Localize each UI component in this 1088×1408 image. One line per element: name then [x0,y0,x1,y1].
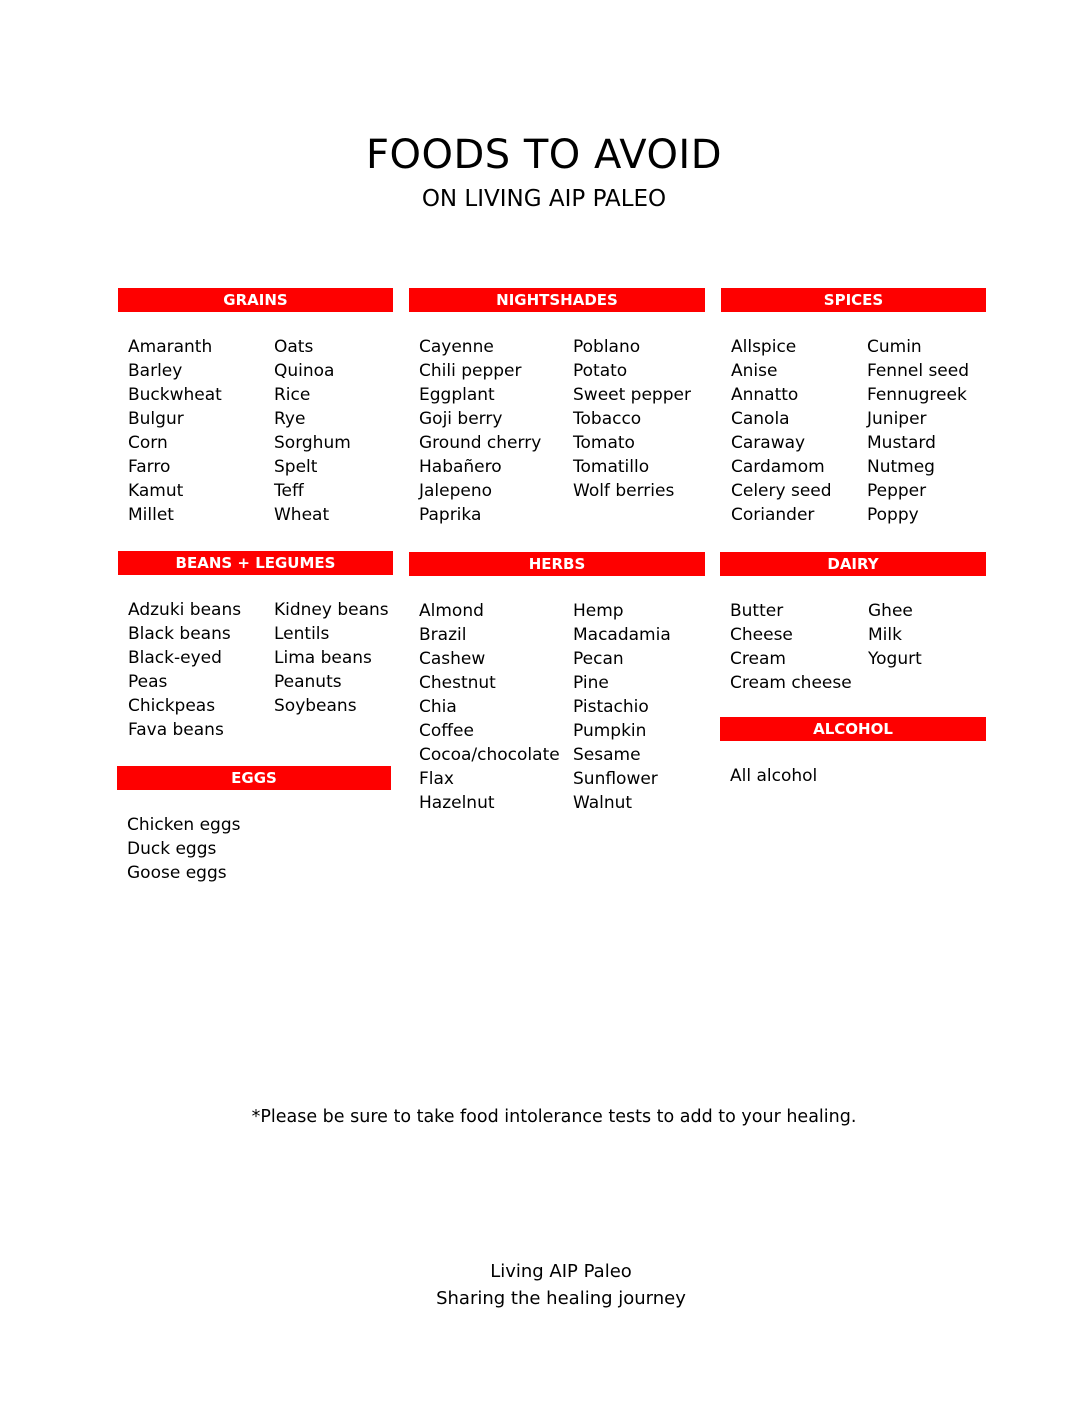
list-item: Pepper [867,481,927,501]
list-item: Habañero [419,457,502,477]
section-spices [721,288,986,527]
item-column [730,599,868,695]
list-item: Tobacco [573,409,642,429]
list-item: Fennel seed [867,361,970,381]
list-item: Pecan [573,649,624,669]
list-item: Duck eggs [127,839,217,859]
item-list [409,599,705,815]
list-item: Chickpeas [128,696,216,716]
list-item: Tomato [573,433,635,453]
section-header: NIGHTSHADES [409,288,705,312]
list-item: Sesame [573,745,641,765]
section-header: BEANS + LEGUMES [118,551,393,575]
list-item: Kidney beans [274,600,389,620]
list-item: Sunflower [573,769,658,789]
list-item: Cheese [730,625,793,645]
intolerance-note: *Please be sure to take food intolerance tests to add to your healing. [251,1107,857,1127]
list-item: Kamut [128,481,184,501]
item-list [118,335,393,527]
list-item: Poppy [867,505,919,525]
section-grains [118,288,393,527]
list-item: Fava beans [128,720,224,740]
list-item: Almond [419,601,484,621]
item-list [409,335,705,527]
list-item: Wolf berries [573,481,675,501]
item-column [274,335,351,527]
list-item: Cream cheese [730,673,852,693]
section-eggs [117,766,391,885]
item-column [730,764,868,788]
item-column [573,599,671,815]
list-item: Nutmeg [867,457,935,477]
list-item: Chicken eggs [127,815,241,835]
footer-brand: Living AIP Paleo [490,1261,632,1282]
item-list [720,599,986,695]
list-item: Annatto [731,385,799,405]
section-header: HERBS [409,552,705,576]
list-item: Chestnut [419,673,496,693]
item-column [128,598,274,742]
list-item: Ground cherry [419,433,542,453]
list-item: Caraway [731,433,806,453]
list-item: Walnut [573,793,633,813]
item-column [573,335,691,527]
list-item: Tomatillo [573,457,650,477]
list-item: Hemp [573,601,624,621]
list-item: Anise [731,361,778,381]
list-item: Mustard [867,433,936,453]
list-item: Farro [128,457,171,477]
list-item: Spelt [274,457,318,477]
list-item: Chili pepper [419,361,522,381]
list-item: Hazelnut [419,793,495,813]
list-item: Canola [731,409,790,429]
list-item: Ghee [868,601,913,621]
page-subtitle: ON LIVING AIP PALEO [421,186,667,212]
list-item: Quinoa [274,361,335,381]
item-list [721,335,986,527]
list-item: Oats [274,337,314,357]
list-item: Yogurt [868,649,922,669]
list-item: Teff [274,481,304,501]
list-item: Wheat [274,505,330,525]
item-column [731,335,867,527]
list-item: Eggplant [419,385,495,405]
list-item: Bulgur [128,409,184,429]
list-item: Goji berry [419,409,503,429]
list-item: Corn [128,433,168,453]
list-item: Coriander [731,505,815,525]
section-nightshades [409,288,705,527]
item-list [118,598,393,742]
section-header: GRAINS [118,288,393,312]
list-item: Rice [274,385,311,405]
list-item: Coffee [419,721,474,741]
list-item: Macadamia [573,625,671,645]
list-item: Black-eyed [128,648,222,668]
list-item: Barley [128,361,183,381]
list-item: Chia [419,697,457,717]
list-item: Fennugreek [867,385,967,405]
list-item: Amaranth [128,337,213,357]
footer [0,1258,1088,1312]
list-item: Potato [573,361,628,381]
list-item: Sorghum [274,433,351,453]
item-column [127,813,273,885]
list-item: Cashew [419,649,486,669]
list-item: Cocoa/chocolate [419,745,560,765]
item-column [128,335,274,527]
item-column [867,335,969,527]
section-dairy [720,552,986,695]
list-item: Pine [573,673,609,693]
list-item: Jalepeno [419,481,493,501]
list-item: Cumin [867,337,922,357]
page-title: FOODS TO AVOID [365,132,723,178]
section-header: SPICES [721,288,986,312]
footer-tagline: Sharing the healing journey [436,1288,686,1309]
section-herbs [409,552,705,815]
list-item: Millet [128,505,174,525]
list-item: Celery seed [731,481,832,501]
item-column [274,598,389,742]
section-header: EGGS [117,766,391,790]
list-item: Brazil [419,625,467,645]
section-beans [118,551,393,742]
list-item: Buckwheat [128,385,222,405]
list-item: Adzuki beans [128,600,242,620]
list-item: Allspice [731,337,797,357]
list-item: Sweet pepper [573,385,691,405]
list-item: Black beans [128,624,231,644]
list-item: Juniper [867,409,927,429]
section-header: DAIRY [720,552,986,576]
list-item: Peanuts [274,672,342,692]
list-item: Lima beans [274,648,372,668]
list-item: Rye [274,409,306,429]
list-item: Lentils [274,624,330,644]
item-list [720,764,986,788]
item-column [868,599,922,695]
section-header: ALCOHOL [720,717,986,741]
list-item: Butter [730,601,784,621]
section-alcohol [720,717,986,788]
item-column [419,599,573,815]
list-item: Soybeans [274,696,357,716]
item-list [117,813,391,885]
list-item: Milk [868,625,902,645]
list-item: Pistachio [573,697,649,717]
list-item: Cardamom [731,457,825,477]
list-item: Cream [730,649,786,669]
list-item: Pumpkin [573,721,647,741]
list-item: Peas [128,672,168,692]
item-column [419,335,573,527]
list-item: Cayenne [419,337,494,357]
list-item: Goose eggs [127,863,227,883]
list-item: Flax [419,769,454,789]
list-item: All alcohol [730,766,818,786]
list-item: Paprika [419,505,482,525]
list-item: Poblano [573,337,641,357]
